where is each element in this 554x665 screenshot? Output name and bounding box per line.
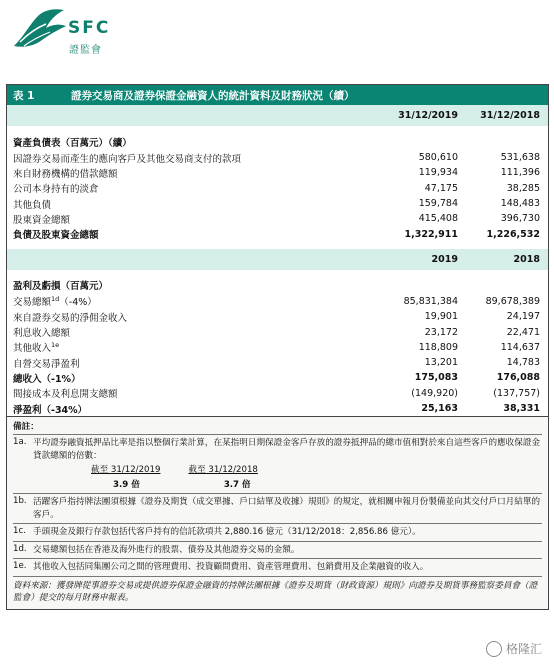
- pl-row-value-current: 25,163: [421, 403, 458, 414]
- pl-section-title: 盈利及虧損（百萬元）: [13, 281, 109, 293]
- sfc-logo: [6, 4, 156, 64]
- pl-row-value-prior: 89,678,389: [485, 295, 540, 307]
- balance-row-label: 公司本身持有的淡倉: [13, 184, 99, 196]
- pl-col-2018: 2018: [513, 253, 540, 265]
- balance-row-value-prior: 111,396: [500, 167, 540, 179]
- note-1a-date-2019: 截至 31/12/2019: [91, 465, 161, 476]
- balance-row-value-current: 415,408: [418, 213, 458, 225]
- pl-row-change: （-4%）: [59, 297, 97, 309]
- pl-row: [7, 386, 548, 401]
- pl-row-label: 間接成本及利息開支總額: [13, 389, 118, 401]
- pl-row-label: 自營交易淨盈利: [13, 358, 80, 370]
- logo-chinese-name: 證監會: [69, 45, 102, 56]
- balance-row: [7, 211, 548, 226]
- balance-row-label: 因證券交易而產生的應向客戶及其他交易商支付的款項: [13, 153, 242, 165]
- pl-col-2019: 2019: [431, 253, 458, 265]
- note-1c: 1c. 手頭現金及銀行存款包括代客戶持有的信託款項共 2,880.16 億元（31/12/2018：2,856.86 億元）。: [13, 523, 542, 541]
- balance-row-value-prior: 531,638: [500, 152, 540, 164]
- balance-row: [7, 181, 548, 196]
- pl-row: [7, 340, 548, 355]
- pl-row-value-current: 19,901: [424, 311, 458, 323]
- pl-row: [7, 370, 548, 385]
- pl-row: [7, 355, 548, 370]
- balance-col-2019: 31/12/2019: [398, 110, 458, 121]
- balance-section-title: 資產負債表（百萬元）（續）: [13, 137, 132, 149]
- balance-row-label: 來自財務機構的借款總額: [13, 168, 118, 180]
- balance-row-value-current: 119,934: [418, 167, 458, 179]
- table-number: 表 1: [13, 89, 35, 102]
- table-title-bar: [7, 85, 548, 105]
- pl-row-footnote-mark: 1d: [51, 295, 60, 304]
- pl-row: [7, 324, 548, 339]
- pl-row-value-prior: 14,783: [506, 357, 540, 369]
- pl-row-value-current: 118,809: [418, 341, 458, 353]
- watermark-icon: [486, 641, 502, 657]
- balance-row-value-current: 580,610: [418, 152, 458, 164]
- pl-row-label: 來自證券交易的淨佣金收入: [13, 312, 128, 324]
- balance-row-label: 股東資金總額: [13, 214, 71, 226]
- pl-row-value-current: 175,083: [414, 372, 458, 384]
- balance-row-label: 其他負債: [13, 199, 52, 211]
- balance-row: [7, 196, 548, 211]
- balance-total-row: 負債及股東資金總額 1,322,911 1,226,532: [13, 228, 540, 242]
- data-source-note: 資料來源：獲發牌從事證券交易或提供證券保證金融資的持牌法團根據《證券及期貨（財政資源）規則》向證券及期貨事務監察委員會（證監會）提交的每月財務申報表。: [13, 576, 542, 605]
- pl-row: [7, 401, 548, 416]
- notes-section: [7, 416, 548, 609]
- pl-row: [7, 294, 548, 309]
- pl-row-value-prior: 22,471: [506, 326, 540, 338]
- note-1a: 1a. 平均證券融資抵押品比率是指以整個行業計算，在某指明日期保證金客戶存放的證券抵押品的總市值相對於來自這些客戶的應收保證金貸款總額的倍數： 截至 31/12/2019 截至 31/12/2018 3.9 倍 3.7 倍: [13, 434, 542, 493]
- balance-row-value-prior: 148,483: [500, 198, 540, 210]
- pl-row: [7, 309, 548, 324]
- balance-row-value-current: 159,784: [418, 198, 458, 210]
- pl-rows: [7, 294, 548, 416]
- note-1b: 1b. 活躍客戶指持牌法團須根據《證券及期貨（成交單據、戶口結單及收據）規則》的規定，就相關申報月份製備並向其交付戶口月結單的客戶。: [13, 493, 542, 523]
- note-1a-value-2018: 3.7 倍: [223, 479, 251, 490]
- statistics-table: [6, 84, 549, 610]
- pl-row-label: 總收入（-1%）: [13, 373, 81, 385]
- pl-row-label: 交易總額: [13, 297, 52, 309]
- notes-heading: 備註：: [13, 422, 39, 433]
- table-title: 證券交易商及證券保證金融資人的統計資料及財務狀況（續）: [71, 89, 355, 102]
- pl-row-value-prior: 24,197: [506, 311, 540, 323]
- balance-row: [7, 150, 548, 165]
- balance-row-value-current: 47,175: [424, 182, 458, 194]
- pl-row-value-prior: (137,757): [493, 387, 540, 399]
- pl-row-value-current: (149,920): [411, 387, 458, 399]
- pl-row-value-prior: 38,331: [503, 403, 540, 414]
- pl-row-value-prior: 114,637: [500, 341, 540, 353]
- balance-row-value-prior: 38,285: [506, 182, 540, 194]
- pl-row-value-prior: 176,088: [496, 372, 540, 384]
- pl-row-label: 利息收入總額: [13, 328, 71, 340]
- balance-row-value-prior: 396,730: [500, 213, 540, 225]
- pl-row-footnote-mark: 1e: [51, 341, 60, 350]
- balance-rows: [7, 150, 548, 226]
- pl-row-value-current: 23,172: [424, 326, 458, 338]
- pl-header-row: [7, 249, 548, 270]
- pl-row-value-current: 13,201: [424, 357, 458, 369]
- watermark: 格隆汇: [486, 640, 542, 657]
- pl-row-value-current: 85,831,384: [403, 295, 458, 307]
- balance-row: [7, 165, 548, 180]
- note-1e: 1e. 其他收入包括同集團公司之間的管理費用、投資顧問費用、資產管理費用、包銷費用及企業融資的收入。: [13, 558, 542, 576]
- pl-row-label: 其他收入: [13, 343, 52, 355]
- sfc-bird-icon: [10, 6, 68, 52]
- note-1d: 1d. 交易總額包括在香港及海外進行的股票、債券及其他證券交易的金額。: [13, 541, 542, 559]
- note-1a-value-2019: 3.9 倍: [113, 479, 140, 490]
- note-1a-date-2018: 截至 31/12/2018: [188, 465, 258, 476]
- logo-abbr: SFC: [68, 18, 111, 38]
- balance-header-row: [7, 105, 548, 126]
- pl-row-label: 淨盈利（-34%）: [13, 404, 88, 416]
- balance-col-2018: 31/12/2018: [480, 110, 540, 121]
